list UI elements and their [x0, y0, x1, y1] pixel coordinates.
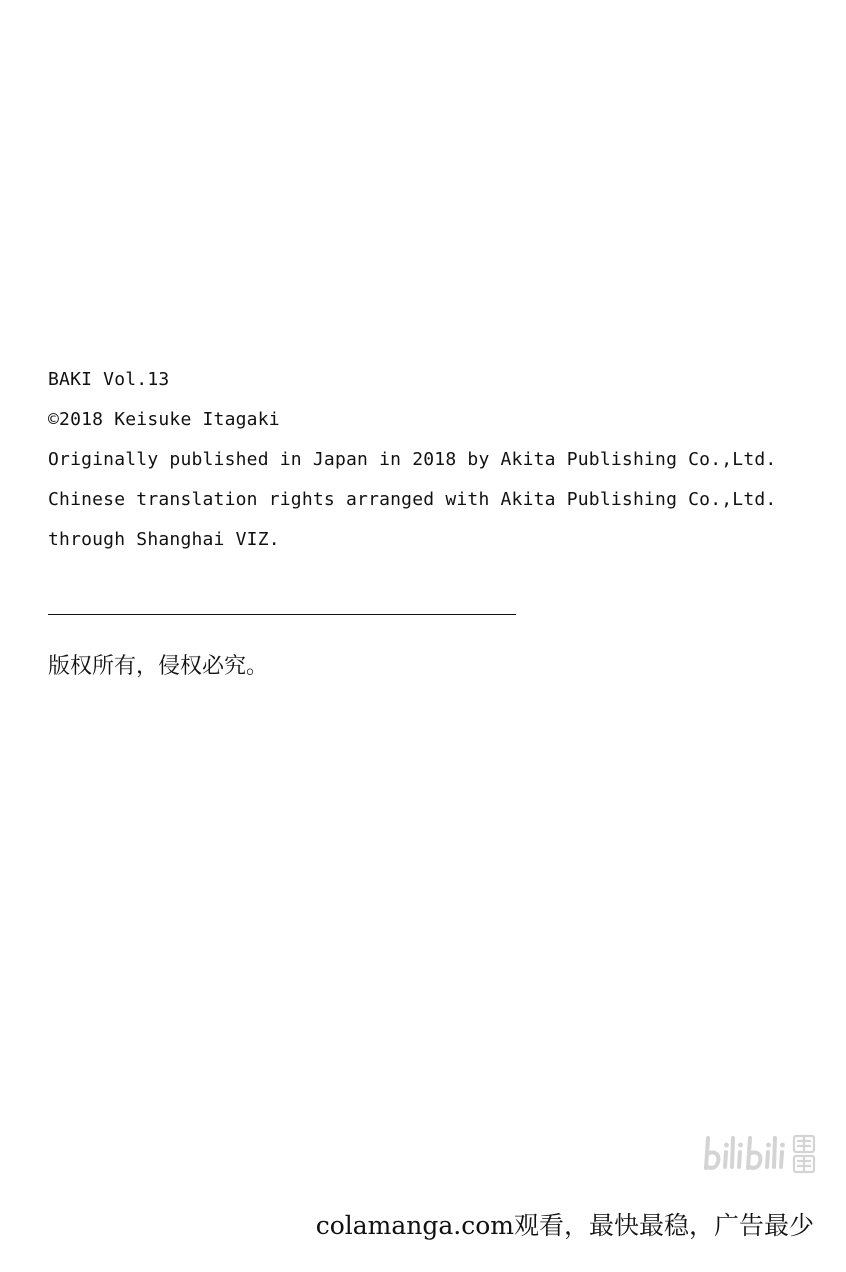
credit-line-agency: through Shanghai VIZ. — [48, 529, 280, 550]
divider-line — [48, 614, 516, 615]
credit-line-title: BAKI Vol.13 — [48, 369, 170, 390]
promo-text: colamanga.com观看，最快最稳，广告最少 — [315, 1211, 814, 1240]
rights-notice: 版权所有，侵权必究。 — [48, 654, 269, 679]
credit-line-copyright: ©2018 Keisuke Itagaki — [48, 409, 280, 430]
bilibili-manga-logo-icon — [702, 1132, 818, 1176]
credits-block — [48, 360, 808, 560]
credit-line-publication: Originally published in Japan in 2018 by Akita Publishing Co.,Ltd. — [48, 449, 777, 470]
credit-line-translation-rights: Chinese translation rights arranged with Akita Publishing Co.,Ltd. — [48, 489, 777, 510]
